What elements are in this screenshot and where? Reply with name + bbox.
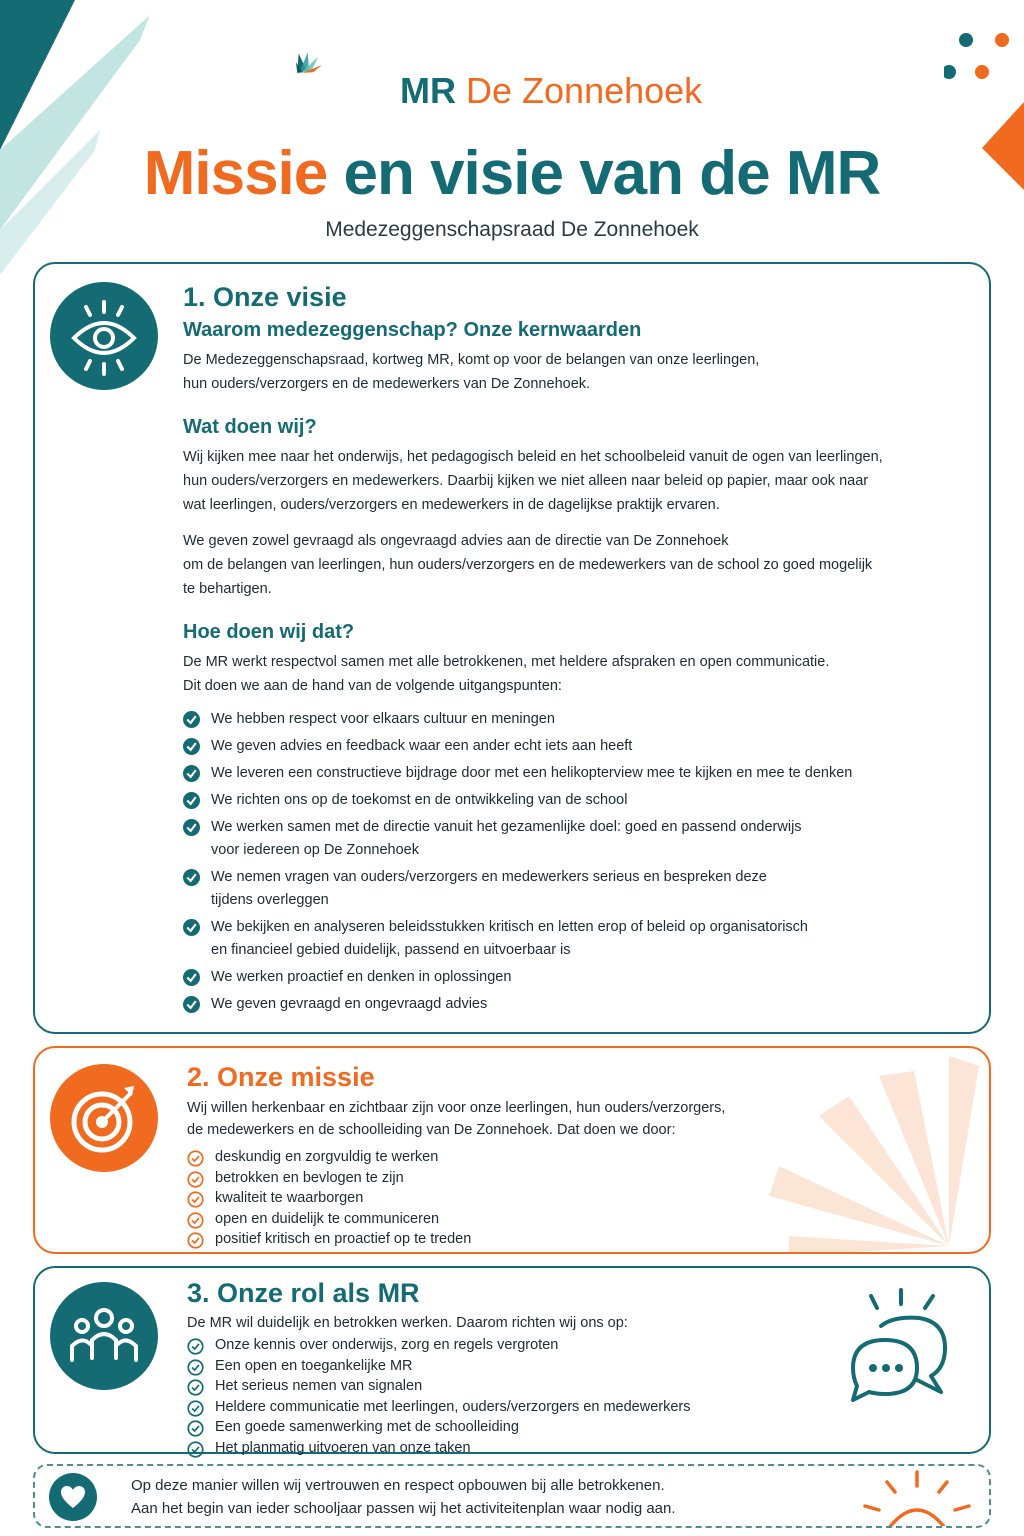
footer-line2: Aan het begin van ieder schooljaar passen wij het activiteitenplan waar nodig aan. — [131, 1500, 676, 1517]
check-outline-icon — [187, 1400, 204, 1417]
visie-heading: 1. Onze visie — [183, 282, 347, 312]
check-circle-icon — [183, 711, 200, 728]
check-outline-icon — [187, 1379, 204, 1396]
page-subtitle: Medezeggenschapsraad De Zonnehoek — [325, 218, 699, 241]
missie-heading: 2. Onze missie — [187, 1062, 375, 1092]
section-missie — [33, 1046, 991, 1254]
check-outline-icon — [187, 1232, 204, 1249]
check-outline-icon — [187, 1191, 204, 1208]
list-item: open en duidelijk te communiceren — [187, 1209, 959, 1230]
list-item: We werken proactief en denken in oplossingen — [183, 966, 959, 989]
rol-list — [187, 1335, 959, 1458]
check-circle-icon — [183, 792, 200, 809]
list-item: We werken samen met de directie vanuit het gezamenlijke doel: goed en passend onderwijs voor iedereen op De Zonnehoek — [183, 816, 959, 862]
missie-icon-circle — [50, 1064, 158, 1172]
check-circle-icon — [183, 869, 200, 886]
check-outline-icon — [187, 1441, 204, 1458]
visie-list — [183, 708, 959, 1016]
list-item: Het planmatig uitvoeren van onze taken — [187, 1438, 959, 1459]
footer-line1: Op deze manier willen wij vertrouwen en respect opbouwen bij alle betrokkenen. — [131, 1477, 665, 1494]
rol-heading: 3. Onze rol als MR — [187, 1278, 420, 1308]
logo-mr: MR — [400, 70, 456, 111]
footer-box — [33, 1464, 991, 1528]
people-icon — [64, 1296, 144, 1376]
missie-list — [187, 1147, 959, 1250]
logo-school: De Zonnehoek — [466, 70, 703, 111]
list-item: We richten ons op de toekomst en de ontwikkeling van de school — [183, 789, 959, 812]
check-outline-icon — [187, 1150, 204, 1167]
heart-icon-circle — [49, 1473, 97, 1521]
list-item: kwaliteit te waarborgen — [187, 1188, 959, 1209]
check-outline-icon — [187, 1420, 204, 1437]
check-circle-icon — [183, 996, 200, 1013]
list-item: We leveren een constructieve bijdrage door met een helikopterview mee te kijken en mee te denken — [183, 762, 959, 785]
logo-text — [400, 70, 702, 112]
visie-icon-circle — [50, 282, 158, 390]
rol-p1: De MR wil duidelijk en betrokken werken. Daarom richten wij ons op: — [187, 1315, 628, 1331]
visie-sub1: Waarom medezeggenschap? Onze kernwaarden — [183, 319, 642, 341]
list-item: We nemen vragen van ouders/verzorgers en medewerkers serieus en bespreken deze tijdens overleggen — [183, 866, 959, 912]
check-circle-icon — [183, 969, 200, 986]
section-rol — [33, 1266, 991, 1454]
list-item: Heldere communicatie met leerlingen, ouders/verzorgers en medewerkers — [187, 1397, 959, 1418]
list-item: Onze kennis over onderwijs, zorg en regels vergroten — [187, 1335, 959, 1356]
check-circle-icon — [183, 819, 200, 836]
list-item: Het serieus nemen van signalen — [187, 1376, 959, 1397]
list-item: We bekijken en analyseren beleidsstukken kritisch en letten erop of beleid op organisatorisch en financieel gebied duidelijk, passend en uitvoerbaar is — [183, 916, 959, 962]
title-part2: en visie van de MR — [343, 139, 881, 208]
visie-p4: De MR werkt respectvol samen met alle betrokkenen, met heldere afspraken en open communicatie. Dit doen we aan de hand van de volgende uitgangspunten: — [183, 654, 830, 694]
visie-p2: Wij kijken mee naar het onderwijs, het pedagogisch beleid en het schoolbeleid vanuit de ogen van leerlingen, hun ouders/verzorgers en medewerkers. Daarbij kijken we niet alleen naar beleid op papier, maar ook naar wat leerlingen, ouders/verzorgers en medewerkers in de dagelijkse praktijk ervaren. — [183, 449, 883, 513]
list-item: We geven advies en feedback waar een ander echt iets aan heeft — [183, 735, 959, 758]
visie-p3: We geven zowel gevraagd als ongevraagd advies aan de directie van De Zonnehoek om de belangen van leerlingen, hun ouders/verzorgers en de medewerkers van de school zo goed mogelijk te behartigen. — [183, 533, 873, 597]
page-title — [0, 138, 1024, 209]
check-circle-icon — [183, 738, 200, 755]
list-item: Een open en toegankelijke MR — [187, 1356, 959, 1377]
check-outline-icon — [187, 1338, 204, 1355]
logo-sunburst-icon — [296, 20, 416, 110]
visie-p1: De Medezeggenschapsraad, kortweg MR, komt op voor de belangen van onze leerlingen, hun ouders/verzorgers en de medewerkers van De Zonnehoek. — [183, 352, 760, 392]
sunrise-icon — [857, 1466, 977, 1528]
visie-sub3: Hoe doen wij dat? — [183, 621, 355, 643]
check-outline-icon — [187, 1359, 204, 1376]
visie-sub2: Wat doen wij? — [183, 416, 317, 438]
missie-p1: Wij willen herkenbaar en zichtbaar zijn voor onze leerlingen, hun ouders/verzorgers, de medewerkers en de schoolleiding van De Zonnehoek. Dat doen we door: — [187, 1100, 726, 1138]
heart-icon — [59, 1483, 87, 1511]
check-outline-icon — [187, 1171, 204, 1188]
target-icon — [64, 1078, 144, 1158]
eye-icon — [64, 296, 144, 376]
list-item: betrokken en bevlogen te zijn — [187, 1168, 959, 1189]
list-item: deskundig en zorgvuldig te werken — [187, 1147, 959, 1168]
check-outline-icon — [187, 1212, 204, 1229]
section-visie — [33, 262, 991, 1034]
check-circle-icon — [183, 919, 200, 936]
list-item: positief kritisch en proactief op te treden — [187, 1229, 959, 1250]
list-item: Een goede samenwerking met de schoolleiding — [187, 1417, 959, 1438]
list-item: We hebben respect voor elkaars cultuur en meningen — [183, 708, 959, 731]
title-part1: Missie — [143, 139, 328, 208]
rol-icon-circle — [50, 1282, 158, 1390]
list-item: We geven gevraagd en ongevraagd advies — [183, 993, 959, 1016]
check-circle-icon — [183, 765, 200, 782]
